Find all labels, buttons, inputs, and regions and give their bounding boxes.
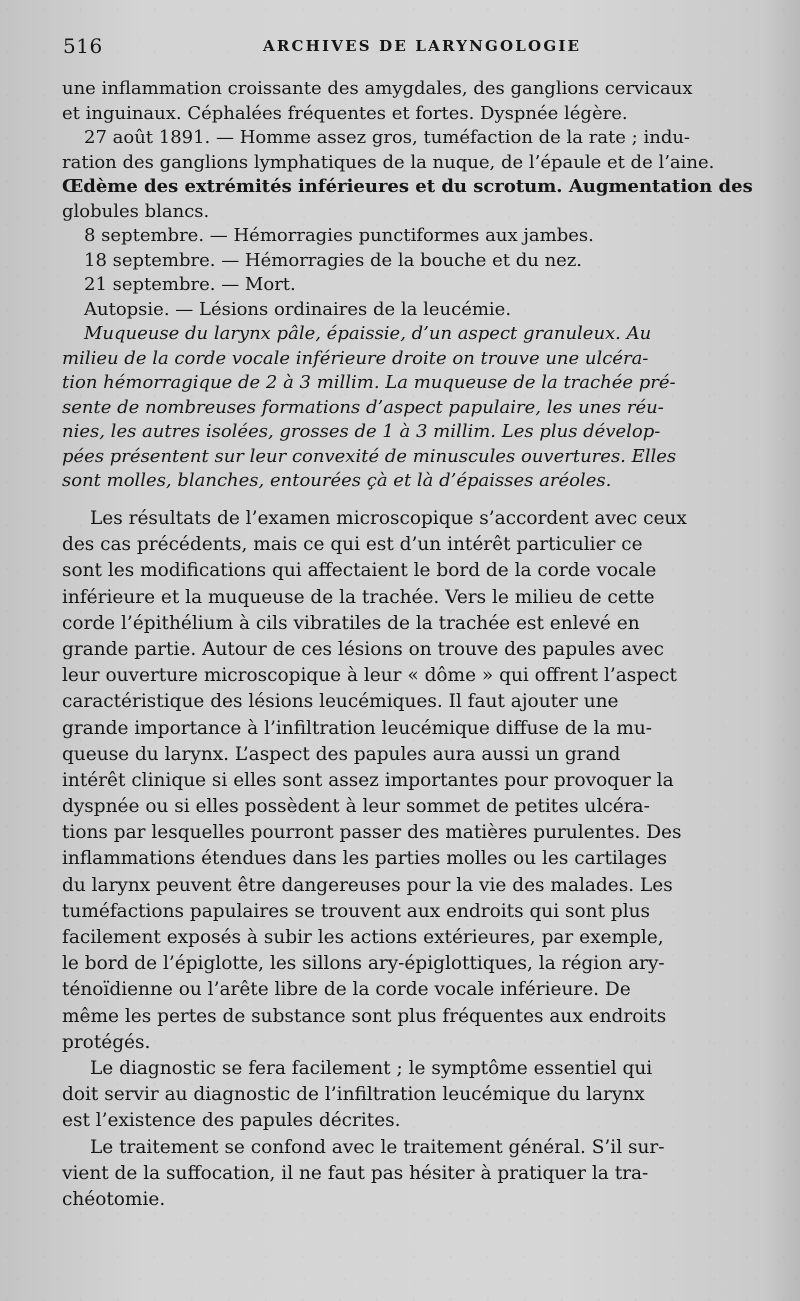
treatment-paragraph-line: vient de la suffocation, il ne faut pas hésiter à pratiquer la tra- [62, 1162, 649, 1184]
page-number: 516 [63, 34, 103, 58]
paragraph-line: le bord de l’épiglotte, les sillons ary-épiglottiques, la région ary- [62, 953, 665, 975]
autopsy-line: Autopsie. — Lésions ordinaires de la leucémie. [84, 298, 512, 320]
larynx-description-line: sente de nombreuses formations d’aspect papulaire, les unes réu- [62, 396, 664, 418]
paragraph-line: corde l’épithélium à cils vibratiles de la trachée est enlevé en [62, 612, 640, 634]
running-title: ARCHIVES DE LARYNGOLOGIE [263, 37, 582, 55]
paragraph-line: inflammations étendues dans les parties molles ou les cartilages [62, 848, 668, 870]
diagnosis-paragraph-line: Le diagnostic se fera facilement ; le symptôme essentiel qui [90, 1057, 653, 1079]
case-line: et inguinaux. Céphalées fréquentes et fortes. Dyspnée légère. [62, 102, 628, 124]
treatment-paragraph-line: Le traitement se confond avec le traitement général. S’il sur- [90, 1136, 665, 1158]
paragraph-line: intérêt clinique si elles sont assez importantes pour provoquer la [62, 769, 674, 791]
treatment-paragraph-line: chéotomie. [62, 1188, 166, 1210]
paragraph-line: dyspnée ou si elles possèdent à leur sommet de petites ulcéra- [62, 796, 650, 818]
paragraph-line: caractéristique des lésions leucémiques. Il faut ajouter une [62, 691, 619, 713]
case-line: globules blancs. [62, 200, 210, 222]
larynx-description-line: sont molles, blanches, entourées çà et là d’épaisses aréoles. [62, 470, 612, 491]
case-date-line: 21 septembre. — Mort. [84, 274, 296, 295]
case-date-line: 27 août 1891. — Homme assez gros, tuméfaction de la rate ; indu- [84, 127, 691, 148]
case-line: ration des ganglions lymphatiques de la nuque, de l’épaule et de l’aine. [62, 151, 715, 173]
larynx-description-line: Muqueuse du larynx pâle, épaissie, d’un aspect granuleux. Au [84, 323, 652, 344]
case-line: une inflammation croissante des amygdales, des ganglions cervicaux [62, 78, 693, 99]
paragraph-line: queuse du larynx. L’aspect des papules aura aussi un grand [62, 743, 621, 765]
paragraph-line: protégés. [62, 1031, 151, 1053]
paragraph-line: du larynx peuvent être dangereuses pour la vie des malades. Les [62, 874, 673, 896]
paragraph-line: leur ouverture microscopique à leur « dôme » qui offrent l’aspect [62, 665, 677, 687]
paragraph-line: ténoïdienne ou l’arête libre de la corde vocale inférieure. De [62, 979, 631, 1001]
case-date-line: 8 septembre. — Hémorragies punctiformes aux jambes. [84, 225, 594, 246]
paragraph-line: facilement exposés à subir les actions extérieures, par exemple, [62, 927, 664, 948]
larynx-description-line: pées présentent sur leur convexité de minuscules ouvertures. Elles [62, 445, 677, 467]
paragraph-line: tuméfactions papulaires se trouvent aux endroits qui sont plus [62, 900, 651, 922]
paragraph-line: grande partie. Autour de ces lésions on trouve des papules avec [62, 638, 664, 660]
paragraph-line: Les résultats de l’examen microscopique s’accordent avec ceux [90, 508, 687, 529]
case-date-line: 18 septembre. — Hémorragies de la bouche et du nez. [84, 249, 583, 271]
case-report-text [62, 77, 756, 489]
discussion-text [62, 506, 756, 1230]
paragraph-line: sont les modifications qui affectaient le bord de la corde vocale [62, 560, 657, 582]
paragraph-line: des cas précédents, mais ce qui est d’un intérêt particulier ce [62, 534, 643, 556]
larynx-description-line: tion hémorragique de 2 à 3 millim. La muqueuse de la trachée pré- [62, 372, 676, 393]
larynx-description-line: milieu de la corde vocale inférieure droite on trouve une ulcéra- [62, 347, 649, 369]
paragraph-line: grande importance à l’infiltration leucémique diffuse de la mu- [62, 717, 653, 739]
diagnosis-paragraph-line: doit servir au diagnostic de l’infiltration leucémique du larynx [62, 1084, 645, 1106]
case-line: Œdème des extrémités inférieures et du scrotum. Augmentation des [62, 176, 753, 197]
larynx-description-line: nies, les autres isolées, grosses de 1 à 3 millim. Les plus dévelop- [62, 421, 661, 442]
paragraph-line: tions par lesquelles pourront passer des matières purulentes. Des [62, 822, 682, 844]
page-edge-shadow [762, 0, 800, 1301]
diagnosis-paragraph-line: est l’existence des papules décrites. [62, 1110, 401, 1132]
page-header [63, 34, 753, 62]
paragraph-line: même les pertes de substance sont plus fréquentes aux endroits [62, 1005, 667, 1027]
paragraph-line: inférieure et la muqueuse de la trachée. Vers le milieu de cette [62, 586, 655, 608]
